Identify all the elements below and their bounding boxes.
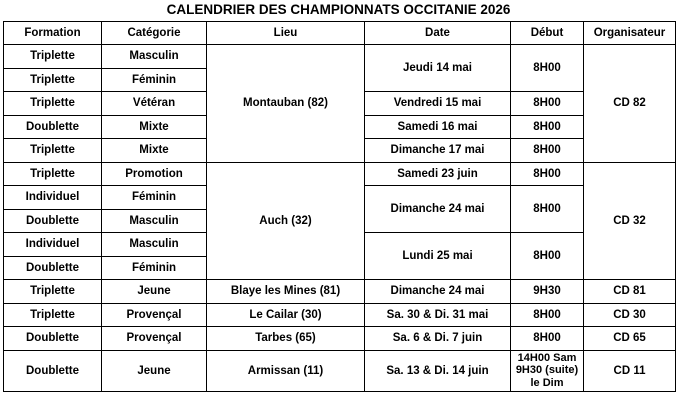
categorie-cell: Jeune [102, 350, 207, 391]
debut-cell: 8H00 [511, 162, 584, 186]
formation-cell: Triplette [4, 162, 102, 186]
lieu-cell: Montauban (82) [207, 45, 365, 163]
categorie-cell: Jeune [102, 280, 207, 304]
organisateur-cell: CD 82 [584, 45, 676, 163]
categorie-cell: Provençal [102, 327, 207, 351]
date-cell: Lundi 25 mai [365, 233, 511, 280]
lieu-cell: Tarbes (65) [207, 327, 365, 351]
table-row [4, 350, 676, 391]
lieu-cell: Auch (32) [207, 162, 365, 280]
formation-cell: Doublette [4, 209, 102, 233]
date-cell: Samedi 23 juin [365, 162, 511, 186]
formation-cell: Individuel [4, 186, 102, 210]
lieu-cell: Le Cailar (30) [207, 303, 365, 327]
date-cell: Sa. 6 & Di. 7 juin [365, 327, 511, 351]
table-row [4, 162, 676, 186]
formation-cell: Triplette [4, 280, 102, 304]
formation-cell: Triplette [4, 68, 102, 92]
page-title: CALENDRIER DES CHAMPIONNATS OCCITANIE 2026 [166, 2, 511, 17]
debut-cell: 8H00 [511, 115, 584, 139]
categorie-cell: Masculin [102, 209, 207, 233]
debut-cell: 8H00 [511, 92, 584, 116]
date-cell: Sa. 30 & Di. 31 mai [365, 303, 511, 327]
formation-cell: Doublette [4, 115, 102, 139]
debut-cell: 8H00 [511, 139, 584, 163]
categorie-cell: Féminin [102, 68, 207, 92]
table-row [4, 303, 676, 327]
debut-cell: 9H30 [511, 280, 584, 304]
categorie-cell: Masculin [102, 45, 207, 69]
table-row [4, 45, 676, 69]
table-row [4, 280, 676, 304]
categorie-cell: Mixte [102, 139, 207, 163]
organisateur-cell: CD 30 [584, 303, 676, 327]
debut-cell: 14H00 Sam 9H30 (suite) le Dim [511, 350, 584, 391]
debut-cell: 8H00 [511, 186, 584, 233]
header-formation: Formation [4, 22, 102, 45]
formation-cell: Triplette [4, 92, 102, 116]
date-cell: Samedi 16 mai [365, 115, 511, 139]
categorie-cell: Provençal [102, 303, 207, 327]
header-row [4, 22, 676, 45]
debut-cell: 8H00 [511, 45, 584, 92]
table-row [4, 327, 676, 351]
date-cell: Dimanche 24 mai [365, 186, 511, 233]
debut-cell: 8H00 [511, 303, 584, 327]
categorie-cell: Masculin [102, 233, 207, 257]
header-organisateur: Organisateur [584, 22, 676, 45]
header-date: Date [365, 22, 511, 45]
date-cell: Sa. 13 & Di. 14 juin [365, 350, 511, 391]
categorie-cell: Mixte [102, 115, 207, 139]
header-debut: Début [511, 22, 584, 45]
organisateur-cell: CD 65 [584, 327, 676, 351]
date-cell: Jeudi 14 mai [365, 45, 511, 92]
categorie-cell: Promotion [102, 162, 207, 186]
lieu-cell: Blaye les Mines (81) [207, 280, 365, 304]
formation-cell: Doublette [4, 327, 102, 351]
header-lieu: Lieu [207, 22, 365, 45]
formation-cell: Triplette [4, 45, 102, 69]
formation-cell: Doublette [4, 256, 102, 280]
formation-cell: Triplette [4, 303, 102, 327]
categorie-cell: Féminin [102, 186, 207, 210]
organisateur-cell: CD 32 [584, 162, 676, 280]
debut-cell: 8H00 [511, 327, 584, 351]
lieu-cell: Armissan (11) [207, 350, 365, 391]
date-cell: Vendredi 15 mai [365, 92, 511, 116]
championship-calendar-table [3, 21, 676, 392]
organisateur-cell: CD 81 [584, 280, 676, 304]
debut-cell: 8H00 [511, 233, 584, 280]
formation-cell: Individuel [4, 233, 102, 257]
header-categorie: Catégorie [102, 22, 207, 45]
date-cell: Dimanche 17 mai [365, 139, 511, 163]
date-cell: Dimanche 24 mai [365, 280, 511, 304]
categorie-cell: Féminin [102, 256, 207, 280]
organisateur-cell: CD 11 [584, 350, 676, 391]
formation-cell: Triplette [4, 139, 102, 163]
formation-cell: Doublette [4, 350, 102, 391]
categorie-cell: Vétéran [102, 92, 207, 116]
